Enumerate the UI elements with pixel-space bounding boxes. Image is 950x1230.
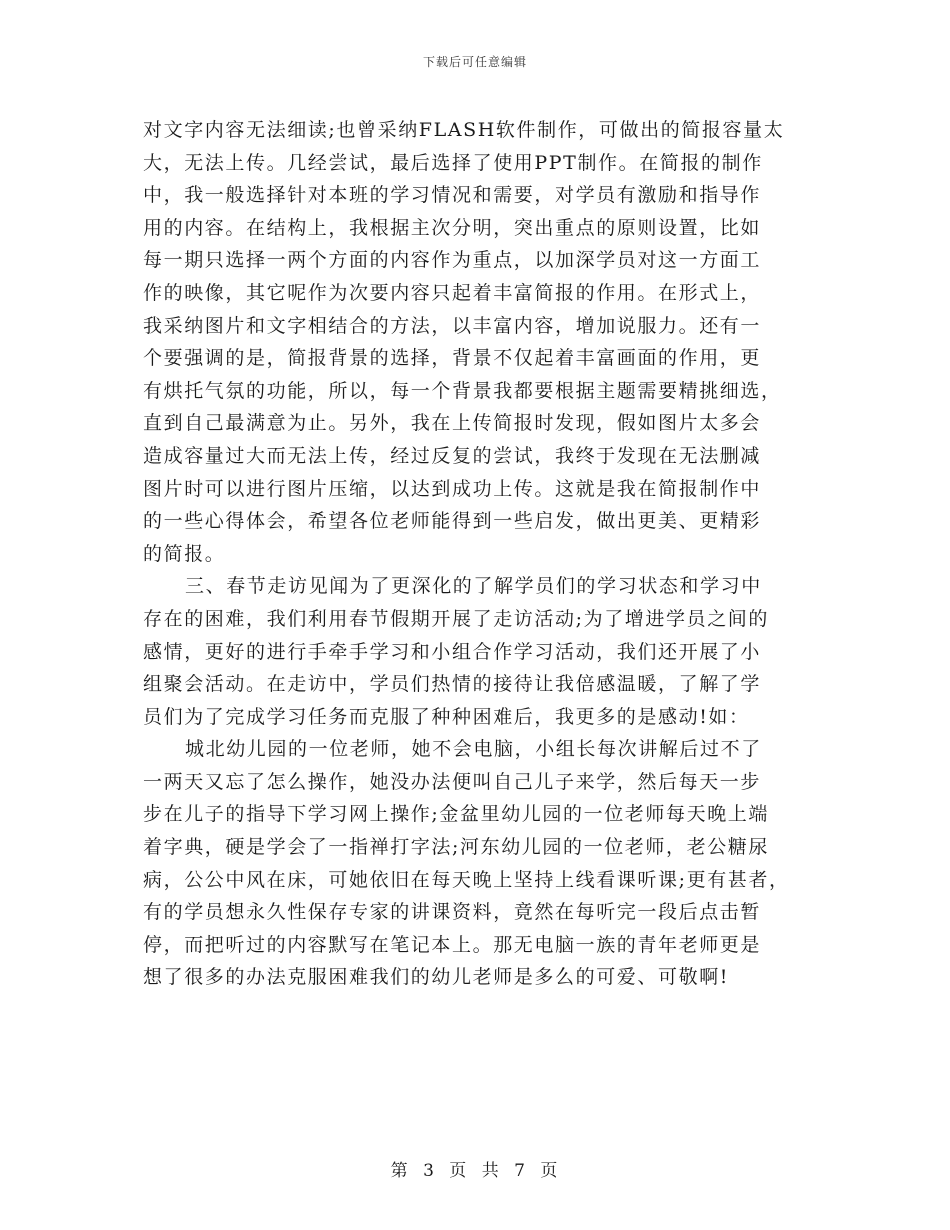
text-line: 有烘托气氛的功能，所以，每一个背景我都要根据主题需要精挑细选， [143,379,782,402]
text-line: 大，无法上传。几经尝试，最后选择了使用PPT制作。在简报的制作 [143,151,763,174]
text-line: 的一些心得体会，希望各位老师能得到一些启发，做出更美、更精彩 [143,510,762,533]
text-line: 每一期只选择一两个方面的内容作为重点，以加深学员对这一方面工 [143,249,762,272]
text-line: 想了很多的办法克服困难我们的幼儿老师是多么的可爱、可敬啊! [143,966,730,989]
text-line: 直到自己最满意为止。另外，我在上传简报时发现，假如图片太多会 [143,412,762,435]
text-line: 着字典，硬是学会了一指禅打字法;河东幼儿园的一位老师，老公糖尿 [143,836,770,859]
text-line: 的简报。 [143,542,226,565]
text-line: 有的学员想永久性保存专家的讲课资料，竟然在每听完一段后点击暂 [143,901,762,924]
text-line: 存在的困难，我们利用春节假期开展了走访活动;为了增进学员之间的 [143,607,770,630]
text-line: 停，而把听过的内容默写在笔记本上。那无电脑一族的青年老师更是 [143,933,762,956]
text-line: 我采纳图片和文字相结合的方法，以丰富内容，增加说服力。还有一 [143,314,762,337]
page-header: 下载后可任意编辑 [422,55,527,69]
text-line: 用的内容。在结构上，我根据主次分明，突出重点的原则设置，比如 [143,216,762,239]
text-line: 图片时可以进行图片压缩，以达到成功上传。这就是我在简报制作中 [143,477,762,500]
text-line: 员们为了完成学习任务而克服了种种困难后，我更多的是感动!如： [143,705,750,728]
document-body [143,114,833,994]
paragraph-start-line: 城北幼儿园的一位老师，她不会电脑，小组长每次讲解后过不了 [185,738,762,761]
paragraph-start-line: 三、春节走访见闻为了更深化的了解学员们的学习状态和学习中 [185,575,762,598]
text-line: 病，公公中风在床，可她依旧在每天晚上坚持上线看课听课;更有甚者， [143,868,790,891]
text-line: 一两天又忘了怎么操作，她没办法便叫自己儿子来学，然后每天一步 [143,770,762,793]
text-line: 中，我一般选择针对本班的学习情况和需要，对学员有激励和指导作 [143,184,762,207]
text-line: 个要强调的是，简报背景的选择，背景不仅起着丰富画面的作用，更 [143,347,762,370]
text-line: 感情，更好的进行手牵手学习和小组合作学习活动，我们还开展了小 [143,640,762,663]
text-line: 步在儿子的指导下学习网上操作;金盆里幼儿园的一位老师每天晚上端 [143,803,770,826]
text-line: 对文字内容无法细读;也曾采纳FLASH软件制作，可做出的简报容量太 [143,119,785,141]
page-number-footer: 第 3 页 共 7 页 [390,1161,560,1181]
text-line: 作的映像，其它呢作为次要内容只起着丰富简报的作用。在形式上， [143,281,762,304]
text-line: 造成容量过大而无法上传，经过反复的尝试，我终于发现在无法删减 [143,444,762,467]
text-line: 组聚会活动。在走访中，学员们热情的接待让我倍感温暖，了解了学 [143,673,762,696]
